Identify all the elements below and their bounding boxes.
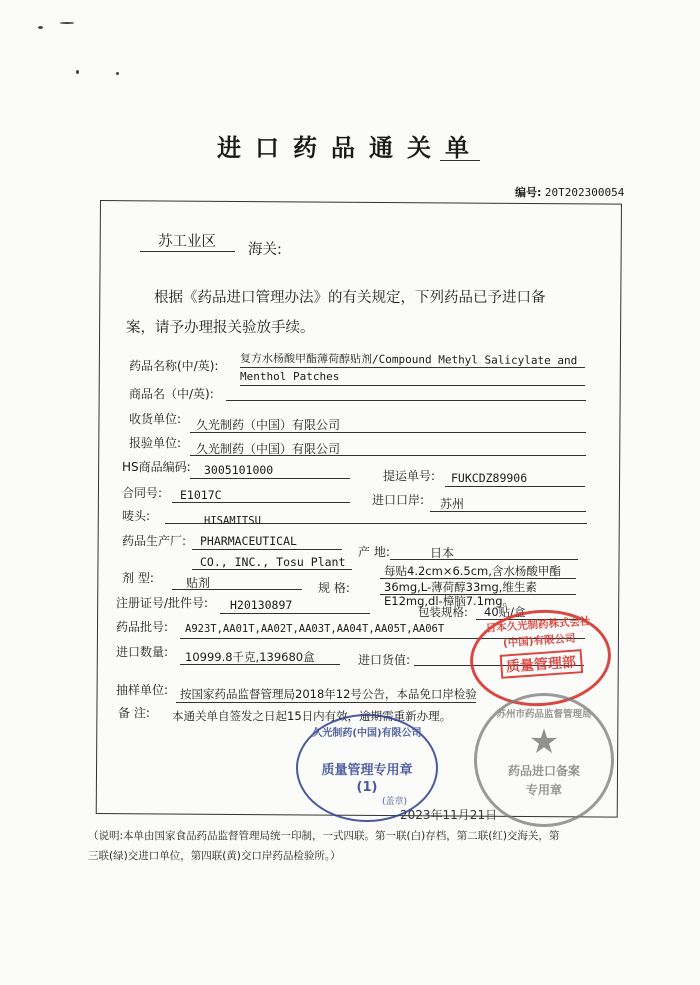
manufacturer-value-line1: HISAMITSU [204, 515, 261, 527]
star-icon: ★ [528, 722, 560, 762]
form-label: 剂 型: [122, 571, 154, 585]
spec-label: 规 格: [318, 581, 350, 595]
intro-paragraph: 根据《药品进口管理办法》的有关规定，下列药品已予进口备 案，请予办理报关验放手续。 [126, 290, 546, 336]
entry-port-underline [430, 511, 586, 512]
bill-of-lading-label: 提运单号: [383, 469, 436, 483]
scan-speck [116, 72, 119, 75]
pack-value: 40贴/盒 [484, 605, 526, 619]
customs-suffix: 海关: [248, 242, 282, 258]
registration-underline [220, 613, 370, 614]
pack-label: 包装规格: [418, 605, 468, 619]
scan-speck [60, 22, 74, 24]
batch-value: A923T,AA01T,AA02T,AA03T,AA04T,AA05T,AA06T [185, 623, 445, 635]
document-number: 编号: 20T202300054 [515, 186, 625, 199]
consignee-value: 久光制药（中国）有限公司 [196, 418, 341, 432]
manufacturer-underline-2 [192, 569, 352, 570]
remark-value: 本通关单自签发之日起15日内有效，逾期需重新办理。 [172, 709, 452, 723]
registration-label: 注册证号/批件号: [116, 596, 209, 610]
trade-name-label: 商品名（中/英): [129, 387, 214, 401]
scan-speck [76, 70, 79, 74]
drug-name-value: 复方水杨酸甲酯薄荷醇贴剂/Compound Methyl Salicylate and [239, 351, 578, 368]
registration-value: H20130897 [230, 598, 293, 612]
manufacturer-value-line3: CO., INC., Tosu Plant [200, 555, 346, 569]
issue-date: 2023年11月21日 [400, 808, 498, 822]
origin-underline [390, 559, 578, 560]
contract-label: 合同号: [122, 486, 163, 500]
batch-label: 药品批号: [116, 620, 169, 634]
declarant-label: 报验单位: [129, 436, 182, 450]
drug-name-label: 药品名称(中/英): [129, 359, 219, 373]
scan-speck [38, 26, 43, 29]
form-value: 贴剂 [186, 576, 211, 590]
company-quality-stamp: 久光制药(中国)有限公司 质量管理专用章 (1) (盖章) [296, 714, 438, 822]
trade-name-underline [226, 400, 586, 401]
manufacturer-value-line2: PHARMACEUTICAL [200, 534, 297, 548]
quantity-value: 10999.8千克,139680盒 [185, 650, 315, 664]
sampling-value: 按国家药品监督管理局2018年12号公告，本品免口岸检验 [180, 687, 477, 701]
origin-label: 产 地: [358, 545, 390, 559]
consignee-underline [190, 432, 586, 433]
manufacturer-label: 药品生产厂: [122, 534, 187, 548]
sampling-label: 抽样单位: [116, 683, 169, 697]
contract-value: E1017C [180, 488, 222, 502]
spec-value-line3: E12mg,dl-樟脑7.1mg。 [384, 594, 514, 608]
contract-underline [172, 502, 350, 503]
title-underline [440, 160, 480, 161]
spec-value-line1: 每贴4.2cm×6.5cm,含水杨酸甲酯 [384, 564, 561, 578]
bill-of-lading-underline [445, 486, 585, 487]
port-underline [140, 251, 235, 252]
document-title: 进口药品通关单 [217, 134, 483, 162]
consignee-label: 收货单位: [129, 412, 182, 426]
remark-label: 备 注: [118, 706, 150, 720]
drug-import-filing-stamp: 苏州市药品监督管理局 ★ 药品进口备案 专用章 [474, 693, 614, 827]
drug-name-underline [240, 367, 585, 368]
drug-name-value-line2: Menthol Patches [240, 370, 340, 383]
shipping-mark-label: 唛头: [122, 509, 151, 523]
manufacturer-underline [192, 549, 342, 550]
sampling-underline [176, 702, 476, 703]
hs-code-label: HS商品编码: [122, 460, 191, 474]
entry-port-value: 苏州 [440, 497, 465, 511]
entry-port-label: 进口口岸: [372, 493, 425, 507]
customs-port: 苏工业区 [158, 234, 216, 250]
bill-of-lading-value: FUKCDZ89906 [451, 471, 528, 485]
value-label: 进口货值: [358, 653, 411, 667]
quantity-underline [180, 664, 340, 665]
hs-code-value: 3005101000 [204, 463, 274, 477]
form-underline [172, 589, 302, 590]
spec-value-line2: 36mg,L-薄荷醇33mg,维生素 [384, 580, 537, 594]
footnote: （说明:本单由国家食品药品监督管理局统一印制，一式四联。第一联(白)存档，第二联(红)交海关，第 三联(绿)交进口单位，第四联(黄)交口岸药品检验所。） [88, 830, 560, 862]
hs-code-underline [190, 478, 350, 479]
declarant-underline [190, 455, 586, 456]
drug-name-underline-2 [240, 385, 585, 386]
quantity-label: 进口数量: [116, 645, 169, 659]
origin-value: 日本 [430, 546, 455, 560]
quality-management-stamp: 日本久光制药株式会社 (中国)有限公司 质量管理部 [467, 605, 614, 711]
declarant-value: 久光制药（中国）有限公司 [196, 442, 341, 456]
